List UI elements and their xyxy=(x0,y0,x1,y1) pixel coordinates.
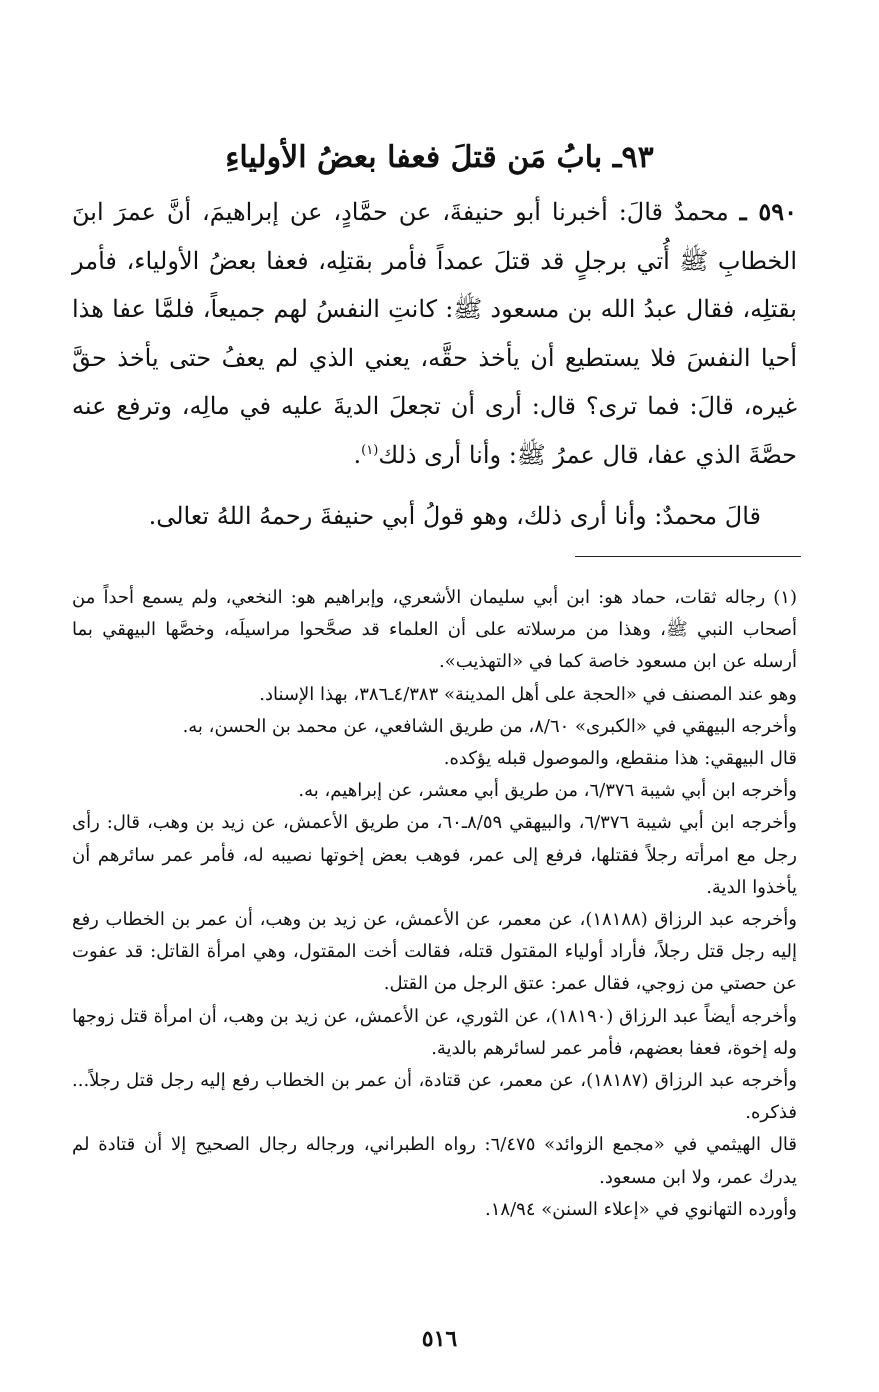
footnote-paragraph: قال الهيثمي في «مجمع الزوائد» ٦/٤٧٥: رواه الطبراني، ورجاله رجال الصحيح إلا أن قتادة لم يدرك عمر، ولا ابن مسعود. xyxy=(72,1134,797,1188)
footnote-paragraph: وأخرجه ابن أبي شيبة ٦/٣٧٦، من طريق أبي معشر، عن إبراهيم، به. xyxy=(298,780,797,802)
hadith-end-mark: . xyxy=(353,440,362,469)
footnote-paragraph: وأخرجه أيضاً عبد الرزاق (١٨١٩٠)، عن الثوري، عن الأعمش، عن زيد بن وهب، أن امرأة قتل زوجها وله إخوة، فعفا بعضهم، فأمر عمر لسائرهم بالدية. xyxy=(72,1005,797,1059)
footnotes-section xyxy=(72,582,797,1226)
closing-paragraph: قالَ محمدٌ: وأنا أرى ذلك، وهو قولُ أبي حنيفةَ رحمهُ اللهُ تعالى. xyxy=(148,502,761,530)
page-number: ٥١٦ xyxy=(421,1326,458,1352)
hadith-body: محمدٌ قالَ: أخبرنا أبو حنيفةَ، عن حمَّادٍ، عن إبراهيمَ، أنَّ عمرَ ابنَ الخطابِ ﷺ أُتي برجلٍ قد قتلَ عمداً فأمر بقتلِه، فعفا بعضُ الأولياء، فأمر بقتلِه، فقال عبدُ الله بن مسعود ﷺ: كانتِ النفسُ لهم جميعاً، فلمَّا عفا هذا أحيا النفسَ فلا يستطيع أن يأخذ حقَّه، يعني الذي لم يعفُ حتى يأخذ حقَّ غيره، قالَ: فما ترى؟ قال: أرى أن تجعلَ الديةَ عليه في مالِه، وترفع عنه حصَّةَ الذي عفا، قال عمرُ ﷺ: وأنا أرى ذلك xyxy=(72,198,797,469)
footnote-paragraph: قال البيهقي: هذا منقطع، والموصول قبله يؤكده. xyxy=(443,748,797,770)
hadith-number: ٥٩٠ ـ xyxy=(739,197,797,226)
footnote-reference[interactable]: (١) xyxy=(361,442,379,458)
footnote-paragraph: وهو عند المصنف في «الحجة على أهل المدينة» ٤/٣٨٣ـ٣٨٦، بهذا الإسناد. xyxy=(259,683,797,705)
footnote-paragraph: وأخرجه البيهقي في «الكبرى» ٨/٦٠، من طريق الشافعي، عن محمد بن الحسن، به. xyxy=(182,715,797,737)
footnote-divider xyxy=(575,556,801,557)
hadith-paragraph xyxy=(72,188,797,479)
footnote-paragraph: (١) رجاله ثقات، حماد هو: ابن أبي سليمان الأشعري، وإبراهيم هو: النخعي، ولم يسمع أحداً من أصحاب النبي ﷺ، وهذا من مرسلاته على أن العلماء قد صحَّحوا مراسيلَه، وخصَّها البيهقي بما أرسله عن ابن مسعود خاصة كما في «التهذيب». xyxy=(72,587,797,673)
footnote-paragraph: وأخرجه عبد الرزاق (١٨١٨٨)، عن معمر، عن الأعمش، عن زيد بن وهب، أن عمر بن الخطاب رفع إليه رجل قتل رجلاً، فأراد أولياء المقتول قتله، فقالت أخت المقتول، وهي امرأة القاتل: قد عفوت عن حصتي من زوجي، فقال عمر: عتق الرجل من القتل. xyxy=(72,909,797,995)
hadith-text xyxy=(72,188,797,479)
chapter-title: ٩٣ـ بابُ مَن قتلَ فعفا بعضُ الأولياءِ xyxy=(225,140,654,176)
footnote-paragraph: وأورده التهانوي في «إعلاء السنن» ١٨/٩٤. xyxy=(485,1198,797,1220)
footnote-paragraph: وأخرجه ابن أبي شيبة ٦/٣٧٦، والبيهقي ٨/٥٩ـ٦٠، من طريق الأعمش، عن زيد بن وهب، قال: رأى رجل مع امرأته رجلاً فقتلها، فرفع إلى عمر، فوهب بعض إخوتها نصيبه له، فأمر عمر سائرهم أن يأخذوا الدية. xyxy=(72,812,797,898)
footnote-paragraph: وأخرجه عبد الرزاق (١٨١٨٧)، عن معمر، عن قتادة، أن عمر بن الخطاب رفع إليه رجل قتل رجلاً... فذكره. xyxy=(72,1070,797,1124)
